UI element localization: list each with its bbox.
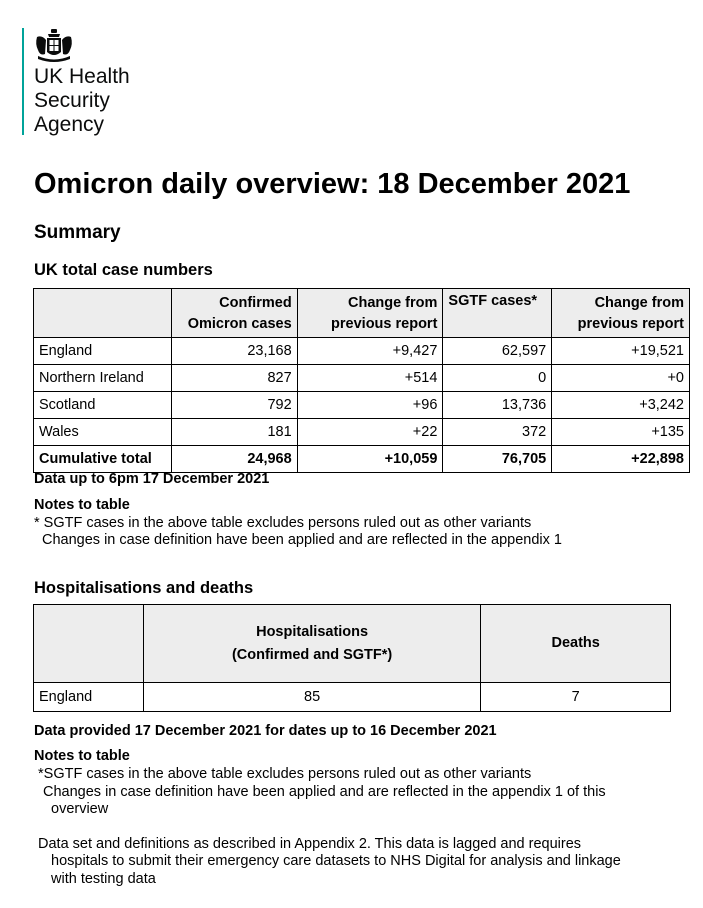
cell-region: Scotland	[34, 392, 172, 419]
cell-region: Northern Ireland	[34, 365, 172, 392]
table-row	[34, 419, 690, 446]
cell-sgtf: 372	[443, 419, 552, 446]
cell-change-1: +22	[297, 419, 443, 446]
cell-region: England	[34, 338, 172, 365]
table-total-row	[34, 446, 690, 473]
uk-cases-notes-heading: Notes to table	[34, 497, 130, 513]
royal-crest-icon	[34, 28, 74, 62]
hospitalisations-notes-heading: Notes to table	[34, 748, 130, 764]
cell-sgtf: 62,597	[443, 338, 552, 365]
org-name-line3: Agency	[34, 113, 105, 136]
table-row	[34, 392, 690, 419]
cell-sgtf: 0	[443, 365, 552, 392]
ukhsa-logo	[22, 28, 130, 136]
cell-hospitalisations: 85	[143, 683, 480, 712]
cell-change-1: +96	[297, 392, 443, 419]
uk-cases-note: Changes in case definition have been applied and are reflected in the appendix 1	[42, 532, 562, 548]
header-deaths: Deaths	[481, 605, 671, 683]
cell-confirmed: 792	[171, 392, 297, 419]
header-region	[34, 605, 144, 683]
hospitalisations-data-note: Data provided 17 December 2021 for dates up to 16 December 2021	[34, 723, 497, 739]
uk-cases-note: * SGTF cases in the above table excludes persons ruled out as other variants	[34, 515, 532, 531]
cell-confirmed: 181	[171, 419, 297, 446]
header-hospitalisations: Hospitalisations (Confirmed and SGTF*)	[143, 605, 480, 683]
organisation-name	[34, 65, 130, 137]
cell-change-1: +514	[297, 365, 443, 392]
cell-region: Cumulative total	[34, 446, 172, 473]
cell-change-2: +135	[552, 419, 690, 446]
cell-change-1: +10,059	[297, 446, 443, 473]
hospitalisations-note: Changes in case definition have been applied and are reflected in the appendix 1 of this	[43, 784, 606, 800]
hospitalisations-note: with testing data	[51, 871, 156, 887]
table-row	[34, 338, 690, 365]
hospitalisations-note: overview	[51, 801, 109, 817]
summary-heading: Summary	[34, 222, 121, 243]
hospitalisations-table	[33, 604, 671, 712]
table-row	[34, 683, 671, 712]
table-header-row	[34, 605, 671, 683]
table-header-row	[34, 289, 690, 338]
hospitalisations-note: hospitals to submit their emergency care datasets to NHS Digital for analysis and linkage	[51, 853, 621, 869]
cell-change-2: +3,242	[552, 392, 690, 419]
cell-change-2: +22,898	[552, 446, 690, 473]
header-region	[34, 289, 172, 338]
hospitalisations-note: *SGTF cases in the above table excludes persons ruled out as other variants	[38, 766, 532, 782]
cell-confirmed: 23,168	[171, 338, 297, 365]
cell-region: England	[34, 683, 144, 712]
header-change-2: Change from previous report	[552, 289, 690, 338]
uk-cases-data-note: Data up to 6pm 17 December 2021	[34, 471, 270, 487]
cell-change-1: +9,427	[297, 338, 443, 365]
org-name-line1: UK Health	[34, 65, 130, 88]
header-confirmed: Confirmed Omicron cases	[171, 289, 297, 338]
cell-sgtf: 76,705	[443, 446, 552, 473]
cell-change-2: +19,521	[552, 338, 690, 365]
cell-sgtf: 13,736	[443, 392, 552, 419]
cell-change-2: +0	[552, 365, 690, 392]
cell-deaths: 7	[481, 683, 671, 712]
header-change-1: Change from previous report	[297, 289, 443, 338]
uk-cases-table	[33, 288, 690, 473]
header-sgtf: SGTF cases*	[443, 289, 552, 338]
org-name-line2: Security	[34, 89, 110, 112]
page-title: Omicron daily overview: 18 December 2021	[34, 168, 631, 200]
hospitalisations-heading: Hospitalisations and deaths	[34, 579, 254, 597]
cell-region: Wales	[34, 419, 172, 446]
hospitalisations-note: Data set and definitions as described in Appendix 2. This data is lagged and requires	[38, 836, 582, 852]
cell-confirmed: 24,968	[171, 446, 297, 473]
uk-cases-heading: UK total case numbers	[34, 261, 213, 279]
cell-confirmed: 827	[171, 365, 297, 392]
table-row	[34, 365, 690, 392]
